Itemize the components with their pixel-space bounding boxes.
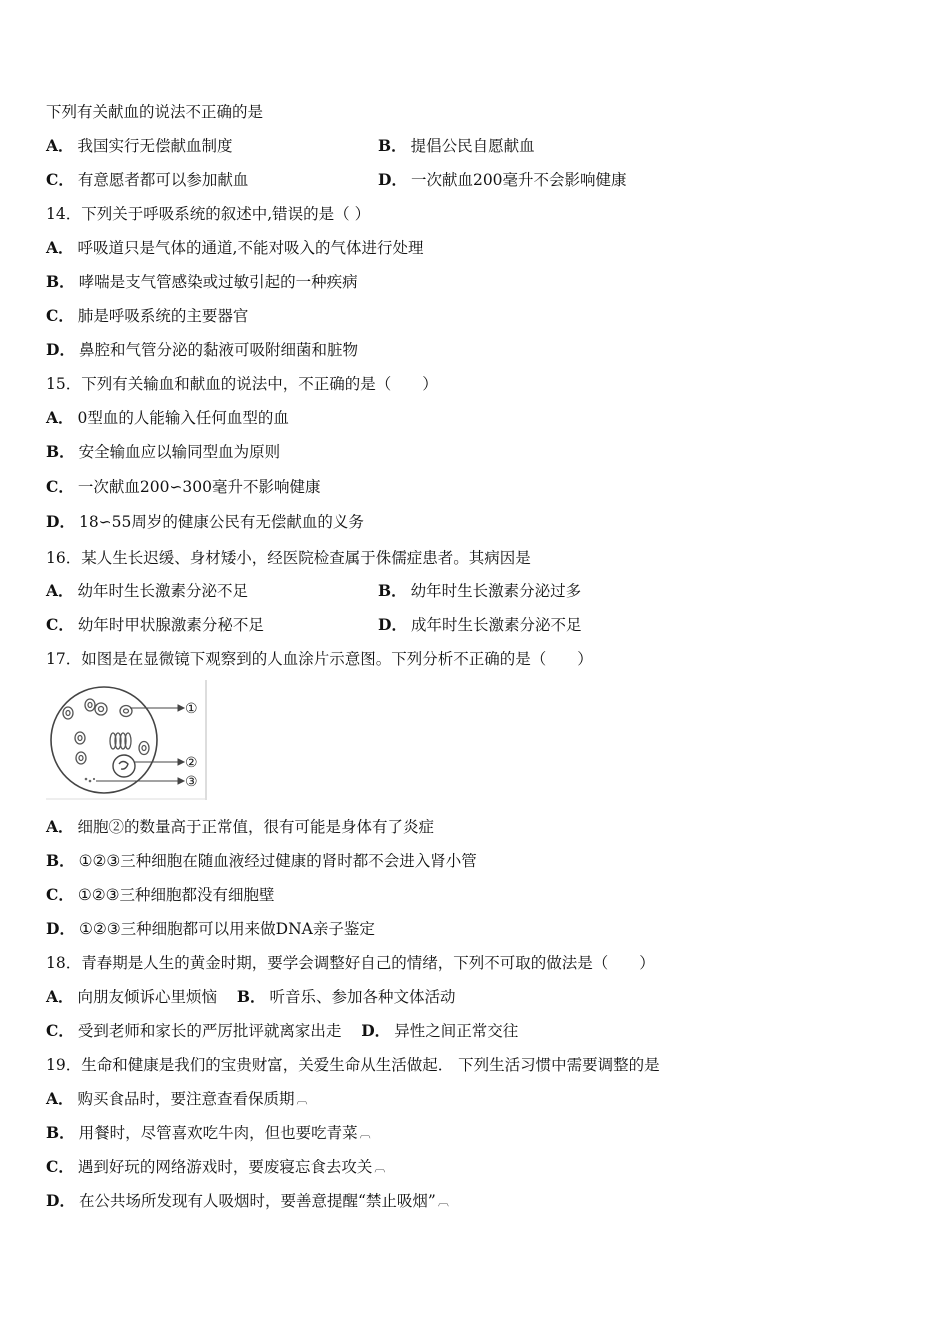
q19-stem: 19．生命和健康是我们的宝贵财富，关爱生命从生活做起． 下列生活习惯中需要调整的是	[46, 1056, 660, 1074]
option-key: D．	[378, 615, 407, 634]
option-key: B．	[236, 987, 266, 1006]
option-key: C．	[46, 477, 74, 496]
q18-options-cd	[46, 1021, 518, 1041]
option-text: 0型血的人能输入任何血型的血	[77, 409, 289, 427]
q14-option-b	[46, 272, 358, 292]
q13-option-b	[378, 136, 535, 156]
option-text: 用餐时，尽管喜欢吃牛肉，但也要吃青菜	[78, 1124, 358, 1142]
option-key: B．	[46, 851, 75, 870]
option-text: 肺是呼吸系统的主要器官	[77, 307, 249, 325]
option-text: 幼年时甲状腺激素分秘不足	[77, 616, 264, 634]
q15-option-b	[46, 442, 280, 462]
q17-option-a	[46, 817, 434, 837]
option-key: D．	[46, 919, 75, 938]
q14-stem: 14．下列关于呼吸系统的叙述中,错误的是（ ）	[46, 205, 371, 223]
option-key: B．	[378, 136, 407, 155]
option-text: 有意愿者都可以参加献血	[77, 171, 249, 189]
option-key: D．	[46, 1191, 75, 1210]
option-text: 提倡公民自愿献血	[410, 137, 535, 155]
option-text: 鼻腔和气管分泌的黏液可吸附细菌和脏物	[78, 341, 358, 359]
option-key: C．	[46, 615, 74, 634]
option-key: C．	[46, 306, 74, 325]
option-text: 呼吸道只是气体的通道,不能对吸入的气体进行处理	[77, 239, 424, 257]
option-text: 细胞②的数量高于正常值，很有可能是身体有了炎症	[77, 818, 435, 836]
option-text: 遇到好玩的网络游戏时，要废寝忘食去攻关	[77, 1158, 373, 1176]
q17-stem: 17．如图是在显微镜下观察到的人血涂片示意图。下列分析不正确的是（ ）	[46, 650, 593, 668]
q19-option-c	[46, 1157, 385, 1178]
q13-option-a	[46, 136, 233, 156]
blank-mark: ︹	[374, 1161, 386, 1174]
option-key: A．	[46, 581, 74, 600]
blood-smear-diagram	[46, 680, 208, 800]
q16-option-b	[378, 581, 581, 601]
option-key: A．	[46, 817, 74, 836]
option-key: A．	[46, 136, 74, 155]
option-key: C．	[46, 1157, 74, 1176]
option-key: B．	[46, 1123, 75, 1142]
q18-option-a-text: 向朋友倾诉心里烦恼	[77, 988, 218, 1006]
option-text: ①②③三种细胞都没有细胞壁	[77, 886, 275, 904]
option-text: 我国实行无偿献血制度	[77, 137, 233, 155]
q19-option-d	[46, 1191, 449, 1212]
option-text: 哮喘是支气管感染或过敏引起的一种疾病	[78, 273, 358, 291]
blank-mark: ︹	[296, 1093, 308, 1106]
q18-stem: 18．青春期是人生的黄金时期，要学会调整好自己的情绪，下列不可取的做法是（ ）	[46, 954, 655, 972]
q17-option-c	[46, 885, 275, 905]
q17-option-b	[46, 851, 477, 871]
option-text: 幼年时生长激素分泌不足	[77, 582, 249, 600]
blood-smear-figure	[46, 680, 208, 800]
option-key: C．	[46, 885, 74, 904]
q14-option-c	[46, 306, 248, 326]
blank-mark: ︹	[359, 1127, 371, 1140]
option-key: B．	[46, 442, 75, 461]
option-text: ①②③三种细胞在随血液经过健康的肾时都不会进入肾小管	[78, 852, 477, 870]
option-key: D．	[361, 1021, 391, 1040]
q16-option-c	[46, 615, 264, 635]
option-text: 幼年时生长激素分泌过多	[410, 582, 582, 600]
q15-option-c	[46, 477, 321, 497]
option-text: ①②③三种细胞都可以用来做DNA亲子鉴定	[78, 920, 375, 938]
q18-options-ab	[46, 987, 456, 1007]
q18-option-d-text: 异性之间正常交往	[394, 1022, 519, 1040]
option-key: A．	[46, 238, 74, 257]
option-text: 18∽55周岁的健康公民有无偿献血的义务	[78, 513, 364, 531]
figure-label-1: ①	[185, 701, 198, 717]
option-key: D．	[46, 340, 75, 359]
q14-option-a	[46, 238, 423, 258]
q18-option-b-text: 听音乐、参加各种文体活动	[269, 988, 456, 1006]
q13-option-d	[378, 170, 627, 190]
q13-option-c	[46, 170, 248, 190]
option-key: A．	[46, 987, 74, 1006]
option-key: D．	[378, 170, 407, 189]
option-key: C．	[46, 170, 74, 189]
option-text: 一次献血200∽300毫升不影响健康	[77, 478, 321, 496]
option-key: B．	[378, 581, 407, 600]
q18-option-c-text: 受到老师和家长的严厉批评就离家出走	[77, 1022, 342, 1040]
option-text: 成年时生长激素分泌不足	[410, 616, 582, 634]
q16-option-a	[46, 581, 248, 601]
q13-stem: 下列有关献血的说法不正确的是	[46, 103, 264, 121]
option-key: A．	[46, 408, 74, 427]
option-key: B．	[46, 272, 75, 291]
figure-label-2: ②	[185, 755, 198, 771]
q16-option-d	[378, 615, 581, 635]
figure-label-3: ③	[185, 774, 198, 790]
blank-mark: ︹	[437, 1195, 449, 1208]
option-text: 在公共场所发现有人吸烟时，要善意提醒“禁止吸烟”	[78, 1192, 436, 1210]
q15-option-d	[46, 512, 364, 532]
option-text: 购买食品时，要注意查看保质期	[77, 1090, 295, 1108]
q16-stem: 16．某人生长迟缓、身材矮小，经医院检查属于侏儒症患者。其病因是	[46, 549, 531, 567]
option-key: D．	[46, 512, 75, 531]
q19-option-a	[46, 1089, 308, 1110]
q14-option-d	[46, 340, 358, 360]
q15-stem: 15．下列有关输血和献血的说法中，不正确的是（ ）	[46, 375, 438, 393]
q17-option-d	[46, 919, 375, 939]
option-text: 安全输血应以输同型血为原则	[78, 443, 281, 461]
option-text: 一次献血200毫升不会影响健康	[410, 171, 627, 189]
q15-option-a	[46, 408, 289, 428]
option-key: A．	[46, 1089, 74, 1108]
q19-option-b	[46, 1123, 371, 1144]
option-key: C．	[46, 1021, 74, 1040]
